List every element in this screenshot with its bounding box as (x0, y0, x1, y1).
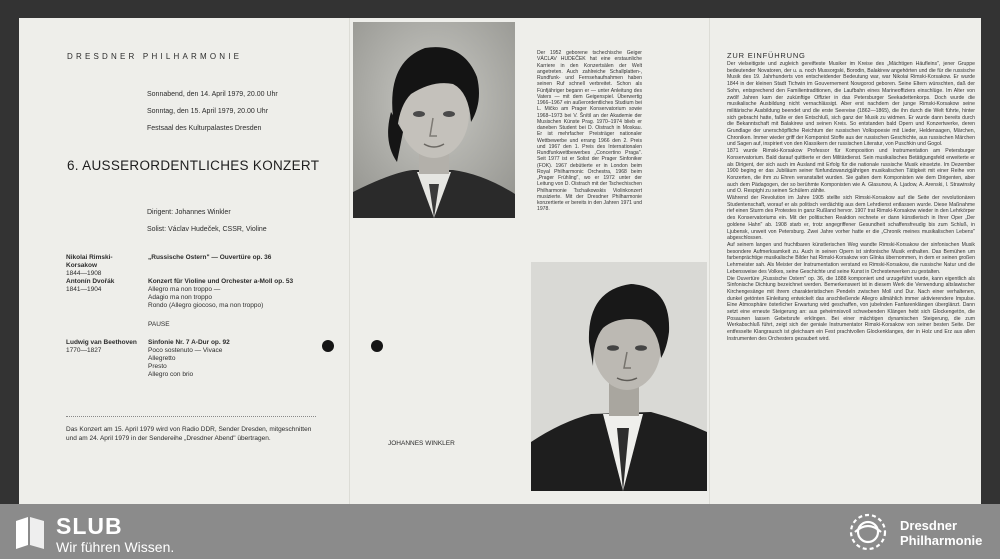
partner-name-line-2: Philharmonie (900, 533, 983, 548)
movement: Poco sostenuto — Vivace (148, 347, 223, 354)
middle-panel (349, 18, 709, 504)
library-name: SLUB (56, 513, 123, 539)
venue: Festsaal des Kulturpalastes Dresden (147, 125, 262, 132)
paragraph: Während der Revolution im Jahre 1905 stellte sich Rimski-Korsakow auf die Seite der revolutionären Studentenschaft, worauf er als politisch verdächtig aus dem Lehrdienst entlassen wurde. Diese Maßnahme rief einen Sturm des Protestes in ganz Rußland hervor. 1907 trat Rimski-Korsakow wieder in den Lehrkörper des Konservatoriums ein. Mit der politischen Reaktion rechnete er dann künstlerisch in Ihrer Oper „Der goldene Hahn" ab. 1908 starb er, trotz angegriffener Gesundheit schaffensfreudig bis zum Schluß, in Ljubensk, unweit von Petersburg. Zwei Jahre vorher hatte er die „Chronik meines musikalischen Lebens" abgeschlossen. (727, 195, 975, 242)
introduction-heading: ZUR EINFÜHRUNG (727, 51, 806, 60)
movement: Allegretto (148, 355, 176, 362)
portrait-photo-winkler (531, 262, 707, 491)
conductor: Dirigent: Johannes Winkler (147, 209, 231, 216)
portrait-photo-hudecek (353, 22, 515, 218)
movement: Presto (148, 363, 167, 370)
movement: Allegro ma non troppo — (148, 286, 221, 293)
partner-name-line-1: Dresdner (900, 518, 958, 533)
photo-caption: JOHANNES WINKLER (388, 440, 455, 447)
work-title: „Russische Ostern" — Ouvertüre op. 36 (148, 254, 272, 261)
soloist-biography: Der 1952 geborene tschechische Geiger VÁCLAV HUDEČEK hat eine erstaunliche Karriere in den Konzertsälen der Welt angetreten. Auch zahlreiche Schallplatten-, Rundfunk- und Fernsehaufnahmen haben seinen Ruf schnell verbreitet. Schon als Fünfjähriger begann er — unter Anleitung des Vaters — mit dem Geigenspiel. Überwertig 1966–1967 ein außerordentliches Studium bei L. Mičko am Prager Konservatorium sowie 1968–1973 bei V. Šnítil an der Akademie der Musischen Künste Prag. 1970–1974 blieb er daneben Student bei D. Oistrach in Moskau. Er ist mehrfacher Preisträger nationaler Wettbewerbe und errang 1966 den 2. Preis und 1967 den 1. Preis des Internationalen Rundfunkwettbewerbes „Concertino Praga". Seit 1977 ist er Solist der Prager Sinfoniker (FOK). 1967 debütierte er in London beim Royal Philharmonic Orchestra, 1968 beim „Prager Frühling", wo er 1972 unter der Leitung von D. Oistrach mit der Tschechischen Philharmonie Tschaikowskis Violinkonzert musizierte. Mit der Dresdner Philharmonie konzertierte er bereits in den Jahren 1971 und 1978. (537, 50, 642, 213)
paragraph: 1871 wurde Rimski-Korsakow Professor für Komposition und Instrumentation am Petersburger Konservatorium. Bald darauf quittierte er den Militärdienst. Sein musikalisches Betätigungsfeld erweiterte er als Dirigent, der sich auch im Ausland mit Erfolg für die nationale russische Musik einsetzte. Im Dezember 1900 beging er das Jubiläum seiner fünfundzwanzigjährigen musikalischen Tätigkeit mit einer Reihe von Konzerten, die ihm zu Ehren veranstaltet wurden. Sie galten dem Komponisten wie dem Dirigenten, aber auch dem Pädagogen, der so berühmte Komponisten wie A. Glasunow, A. Ljadow, A. Arenski, I. Strawinsky und O. Respighi zu seinen Schülern zählte. (727, 148, 975, 195)
program-leaflet-scan (19, 18, 981, 504)
composer-name: Nikolai Rimski-Korsakow (66, 254, 113, 269)
movement: Allegro con brio (148, 371, 194, 378)
philharmonie-logo-icon (843, 512, 893, 557)
library-slogan: Wir führen Wissen. (56, 539, 175, 555)
slub-book-icon (14, 515, 46, 554)
left-panel (19, 18, 349, 504)
soloist: Solist: Václav Hudeček, CSSR, Violine (147, 226, 267, 233)
composer-years: 1844—1908 (66, 270, 102, 277)
punch-hole (322, 340, 334, 352)
date-line-1: Sonnabend, den 14. April 1979, 20.00 Uhr (147, 91, 278, 98)
introduction-text (727, 61, 975, 343)
paragraph: Auf seinem langen und fruchtbaren künstlerischen Weg wandte Rimski-Korsakow der sinfonischen Musik besondere Aufmerksamkeit zu. Auch in seinen Opern ist sinfonische Musik enthalten. Das Bemühen um farbenprächtige musikalische Bilder hat Rimski-Korsakow von Glinka übernommen, in dem er seinen großen Lehrmeister sah. Als Meister der Instrumentation verstand es Rimski-Korsakow, die russische Natur und die Lebensweise des Volkes, seine Geschichte und seine Kunst in Orchesterwerken zu gestalten. (727, 241, 975, 275)
movement: Rondo (Allegro giocoso, ma non troppo) (148, 302, 264, 309)
broadcast-note: Das Konzert am 15. April 1979 wird von Radio DDR, Sender Dresden, mitgeschnitten und am 24. April 1979 in der Sendereihe „Dresdner Abend" übertragen. (66, 426, 312, 442)
movement: Adagio ma non troppo (148, 294, 212, 301)
right-panel (709, 18, 981, 504)
footer-bar (0, 504, 1000, 559)
composer-years: 1841—1904 (66, 286, 102, 293)
composer-name: Ludwig van Beethoven (66, 339, 137, 346)
paragraph: Der vielseitigste und zugleich gereifteste Musiker im Kreise des „Mächtigen Häufleins", jener Gruppe bedeutender Novatoren, der u. a. noch Mussorgski, Borodin, Balakirew angehörten und die für die russische Musik des 19. Jahrhunderts von entscheidender Bedeutung war, war Nikolai Rimski-Korsakow. Er wurde 1844 in der kleinen Stadt Tichwin im Gouvernement Nowgorod geboren. Seine Eltern wünschten, daß der Sohn, entsprechend den Familientraditionen, die Laufbahn eines Marineoffiziers einschlüge. Im Alter von zwölf Jahren kam der zukünftige Offizier in das Petersburger Seekadettenkorps. Doch wurde die musikalische Ausbildung nicht vernachlässigt. Aber erst nachdem der junge Rimski-Korsakow seine militärische Ausbildung beendet und die erste Seereise (1862—1865), die ihn durch die Welt führte, hinter sich gebracht hatte, faßte er den Entschluß, sich ganz der Musik zu widmen. Er wurde dann bereits durch die Bekanntschaft mit Balakirew und seinen Kreis. So entstanden bald Opern und Konzertwerke, deren Grundlage der unerschöpfliche Reichtum der russischen Volkspoesie mit Lieder, Heldensagen, Märchen, Chroniken. Immer wieder griff der Komponist Stoffe aus der russischen Geschichte, aus russischen Märchen und Sagen auf, inspiriert von den Klassikern der russischen Literatur, von Puschkin und Gogol. (727, 61, 975, 148)
orchestra-name: DRESDNER PHILHARMONIE (67, 52, 243, 61)
concert-title: 6. AUSSERORDENTLICHES KONZERT (67, 158, 320, 173)
pause-label: PAUSE (148, 321, 170, 328)
divider (66, 416, 316, 418)
composer-name: Antonín Dvořák (66, 278, 115, 285)
composer-years: 1770—1827 (66, 347, 102, 354)
date-line-2: Sonntag, den 15. April 1979, 20.00 Uhr (147, 108, 269, 115)
paragraph: Die Ouvertüre „Russische Ostern" op. 36, die 1888 komponiert und urzugeführt wurde, kann eigentlich als Sinfonische Dichtung bezeichnet werden. Bemerkenswert ist in diesem Werk die Verwendung altslawischer Kirchengesänge mit ihrem charakteristischen Pendeln zwischen Moll und Dur. Nach einer verhaltenen, dunkel getönten Einleitung entwickelt das anschließende Allegro allmählich immer aktivierendere Impulse. Eine Atmosphäre österlicher Erwartung wird geschaffen, von jubelnden Fanfarenklängen überglänzt. Dann setzt eine erneute Steigerung an: aus geheimnisvoll schwebenden Klängen hebt sich Glockengetön, die Posaunen lassen Gebetsrufe erklingen. Bei einer mächtigen dynamischen Steigerung, die zum Werkabschluß führt, zeigt sich der geniale Instrumentator Rimski-Korsakow von seiner besten Seite. Der entfesselte Klangrausch ist gleichsam ein Fest prachtvollen Glockenklanges, der in Holz und Erz aus allen Instrumenten des Orchesters gezaubert wird. (727, 275, 975, 342)
partner-name (900, 518, 998, 548)
work-title: Sinfonie Nr. 7 A-Dur op. 92 (148, 339, 230, 346)
work-title: Konzert für Violine und Orchester a-Moll op. 53 (148, 278, 294, 285)
